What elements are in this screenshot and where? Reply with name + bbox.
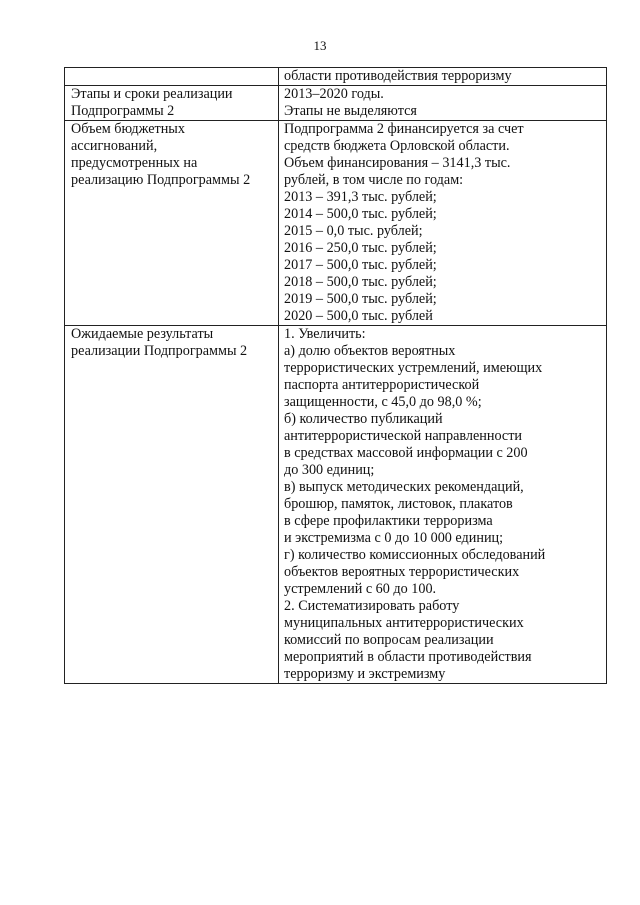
row-value-line: 2018 – 500,0 тыс. рублей;: [284, 274, 437, 290]
row-value-line: Этапы не выделяются: [284, 103, 417, 119]
page-number: 13: [313, 38, 327, 53]
row-label-cell: [65, 86, 279, 121]
table-row: [65, 121, 607, 326]
row-value-cell: [279, 86, 607, 121]
row-value-line: 2015 – 0,0 тыс. рублей;: [284, 223, 423, 239]
row-value-line: брошюр, памяток, листовок, плакатов: [284, 496, 513, 512]
row-value-line: 2013–2020 годы.: [284, 86, 384, 102]
row-value-line: рублей, в том числе по годам:: [284, 172, 464, 188]
row-value-line: террористических устремлений, имеющих: [284, 360, 543, 376]
row-label-line: Этапы и сроки реализации: [71, 86, 233, 102]
row-value-line: Подпрограмма 2 финансируется за счет: [284, 121, 524, 137]
row-value-line: в сфере профилактики терроризма: [284, 513, 493, 529]
row-value-line: 2014 – 500,0 тыс. рублей;: [284, 206, 437, 222]
row-label-line: предусмотренных на: [71, 155, 198, 171]
row-value-line: а) долю объектов вероятных: [284, 343, 456, 359]
row-value-line: средств бюджета Орловской области.: [284, 138, 510, 154]
row-value-cell: [279, 326, 607, 684]
row-value-line: в) выпуск методических рекомендаций,: [284, 479, 524, 495]
table-row: [65, 326, 607, 684]
row-value-line: до 300 единиц;: [284, 462, 375, 478]
row-value-line: и экстремизма с 0 до 10 000 единиц;: [284, 530, 504, 546]
row-value-line: 2019 – 500,0 тыс. рублей;: [284, 291, 437, 307]
row-value-line: 1. Увеличить:: [284, 326, 366, 342]
row-value-line: 2016 – 250,0 тыс. рублей;: [284, 240, 437, 256]
row-value-line: б) количество публикаций: [284, 411, 443, 427]
table-body: [65, 68, 607, 684]
row-value-line: объектов вероятных террористических: [284, 564, 520, 580]
row-value-line: устремлений с 60 до 100.: [284, 581, 437, 597]
row-value-line: защищенности, с 45,0 до 98,0 %;: [284, 394, 482, 410]
row-label-cell: [65, 68, 279, 86]
row-value-line: мероприятий в области противодействия: [284, 649, 532, 665]
passport-table: [64, 67, 607, 684]
row-value-line: антитеррористической направленности: [284, 428, 523, 444]
row-value-line: паспорта антитеррористической: [284, 377, 480, 393]
row-label-line: Ожидаемые результаты: [71, 326, 214, 342]
row-value-line: 2013 – 391,3 тыс. рублей;: [284, 189, 437, 205]
row-value-line: комиссий по вопросам реализации: [284, 632, 494, 648]
row-value-cell: [279, 68, 607, 86]
row-value-line: в средствах массовой информации с 200: [284, 445, 528, 461]
row-label-line: реализацию Подпрограммы 2: [71, 172, 251, 188]
row-value-line: 2017 – 500,0 тыс. рублей;: [284, 257, 437, 273]
row-value-line: г) количество комиссионных обследований: [284, 547, 546, 563]
table-row: [65, 68, 607, 86]
row-label-cell: [65, 326, 279, 684]
row-value-line: 2020 – 500,0 тыс. рублей: [284, 308, 433, 324]
row-label-line: реализации Подпрограммы 2: [71, 343, 248, 359]
row-value-cell: [279, 121, 607, 326]
row-label-cell: [65, 121, 279, 326]
row-label-line: Объем бюджетных: [71, 121, 185, 137]
row-value-line: области противодействия терроризму: [284, 68, 512, 84]
row-label-line: Подпрограммы 2: [71, 103, 175, 119]
table-row: [65, 86, 607, 121]
row-value-line: 2. Систематизировать работу: [284, 598, 460, 614]
row-value-line: муниципальных антитеррористических: [284, 615, 524, 631]
row-label-line: ассигнований,: [71, 138, 158, 154]
row-value-line: терроризму и экстремизму: [284, 666, 446, 682]
row-value-line: Объем финансирования – 3141,3 тыс.: [284, 155, 511, 171]
